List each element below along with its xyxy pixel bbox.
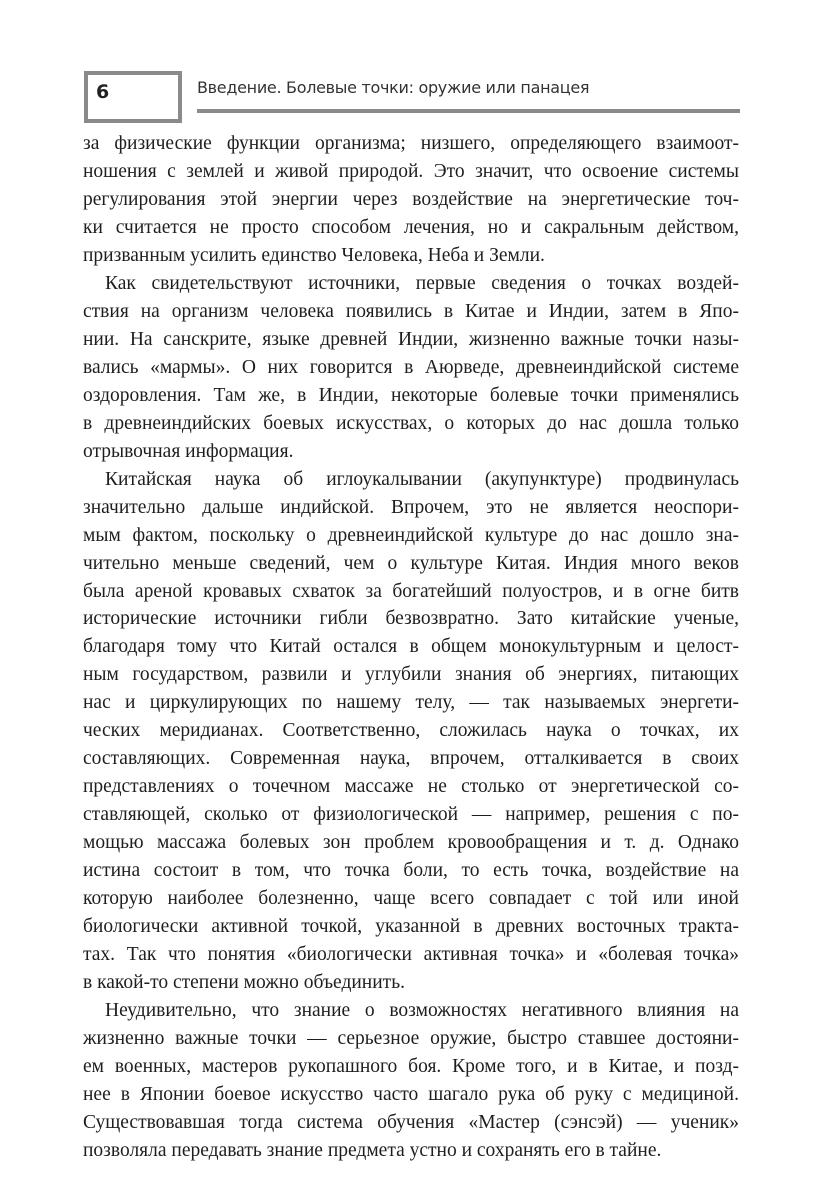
body-text bbox=[83, 130, 739, 1165]
text-line: биологически активной точкой, указанной в древних восточных тракта- bbox=[83, 916, 739, 938]
paragraph bbox=[83, 130, 739, 270]
text-line: призванным усилить единство Человека, Неба и Земли. bbox=[83, 244, 545, 266]
text-line: ем военных, мастеров рукопашного боя. Кроме того, и в Китае, и позд- bbox=[83, 1055, 739, 1077]
text-line: Китайская наука об иглоукалывании (акупунктуре) продвинулась bbox=[105, 468, 739, 490]
text-line: в какой-то степени можно объединить. bbox=[83, 972, 405, 994]
paragraph bbox=[83, 997, 739, 1165]
text-line: мым фактом, поскольку о древнеиндийской культуре до нас дошло зна- bbox=[83, 524, 739, 546]
text-line: нас и циркулирующих по нашему телу, — так называемых энергети- bbox=[83, 692, 739, 714]
text-line: истина состоит в том, что точка боли, то есть точка, воздействие на bbox=[83, 860, 739, 882]
text-line: нее в Японии боевое искусство часто шагало рука об руку с медициной. bbox=[83, 1083, 739, 1105]
text-line: регулирования этой энергии через воздействие на энергетические точ- bbox=[83, 188, 739, 210]
text-line: ческих меридианах. Соответственно, сложилась наука о точках, их bbox=[83, 720, 739, 742]
header-rule bbox=[197, 109, 740, 113]
text-line: была ареной кровавых схваток за богатейший полуостров, и в огне битв bbox=[83, 580, 739, 602]
text-line: которую наиболее болезненно, чаще всего совпадает с той или иной bbox=[83, 888, 739, 910]
text-line: вались «мармы». О них говорится в Аюрведе, древнеиндийской системе bbox=[83, 356, 739, 378]
text-line: представлениях о точечном массаже не столько от энергетической со- bbox=[83, 776, 739, 798]
text-line: Существовавшая тогда система обучения «Мастер (сэнсэй) — ученик» bbox=[83, 1111, 739, 1133]
text-line: ным государством, развили и углубили знания об энергиях, питающих bbox=[83, 664, 739, 686]
paragraph bbox=[83, 270, 739, 466]
page-number-box bbox=[84, 71, 182, 123]
text-line: составляющих. Современная наука, впрочем, отталкивается в своих bbox=[83, 748, 739, 770]
text-line: ставляющей, сколько от физиологической — например, решения с по- bbox=[83, 804, 739, 826]
text-line: Как свидетельствуют источники, первые сведения о точках воздей- bbox=[105, 272, 739, 294]
text-line: отрывочная информация. bbox=[83, 440, 294, 462]
text-line: оздоровления. Там же, в Индии, некоторые болевые точки применялись bbox=[83, 384, 739, 406]
text-line: исторические источники гибли безвозвратно. Зато китайские ученые, bbox=[83, 608, 739, 630]
running-title: Введение. Болевые точки: оружие или панацея bbox=[197, 78, 590, 97]
text-line: ствия на организм человека появились в Китае и Индии, затем в Япо- bbox=[83, 300, 739, 322]
text-line: благодаря тому что Китай остался в общем монокультурным и целост- bbox=[83, 636, 739, 658]
text-line: тах. Так что понятия «биологически активная точка» и «болевая точка» bbox=[83, 944, 739, 966]
text-line: значительно дальше индийской. Впрочем, это не является неоспори- bbox=[83, 496, 739, 518]
text-line: нии. На санскрите, языке древней Индии, жизненно важные точки назы- bbox=[83, 328, 739, 350]
page-number: 6 bbox=[96, 81, 110, 103]
text-line: позволяла передавать знание предмета устно и сохранять его в тайне. bbox=[83, 1139, 662, 1161]
text-line: жизненно важные точки — серьезное оружие, быстро ставшее достояни- bbox=[83, 1028, 739, 1049]
text-line: в древнеиндийских боевых искусствах, о которых до нас дошла только bbox=[83, 412, 739, 434]
text-line: чительно меньше сведений, чем о культуре Китая. Индия много веков bbox=[83, 552, 739, 574]
text-line: мощью массажа болевых зон проблем кровообращения и т. д. Однако bbox=[83, 832, 739, 854]
text-line: за физические функции организма; низшего, определяющего взаимоот- bbox=[83, 133, 739, 154]
text-line: ношения с землей и живой природой. Это значит, что освоение системы bbox=[83, 160, 739, 182]
text-line: ки считается не просто способом лечения, но и сакральным действом, bbox=[83, 216, 739, 238]
text-line: Неудивительно, что знание о возможностях негативного влияния на bbox=[105, 1000, 739, 1022]
paragraph bbox=[83, 466, 739, 997]
